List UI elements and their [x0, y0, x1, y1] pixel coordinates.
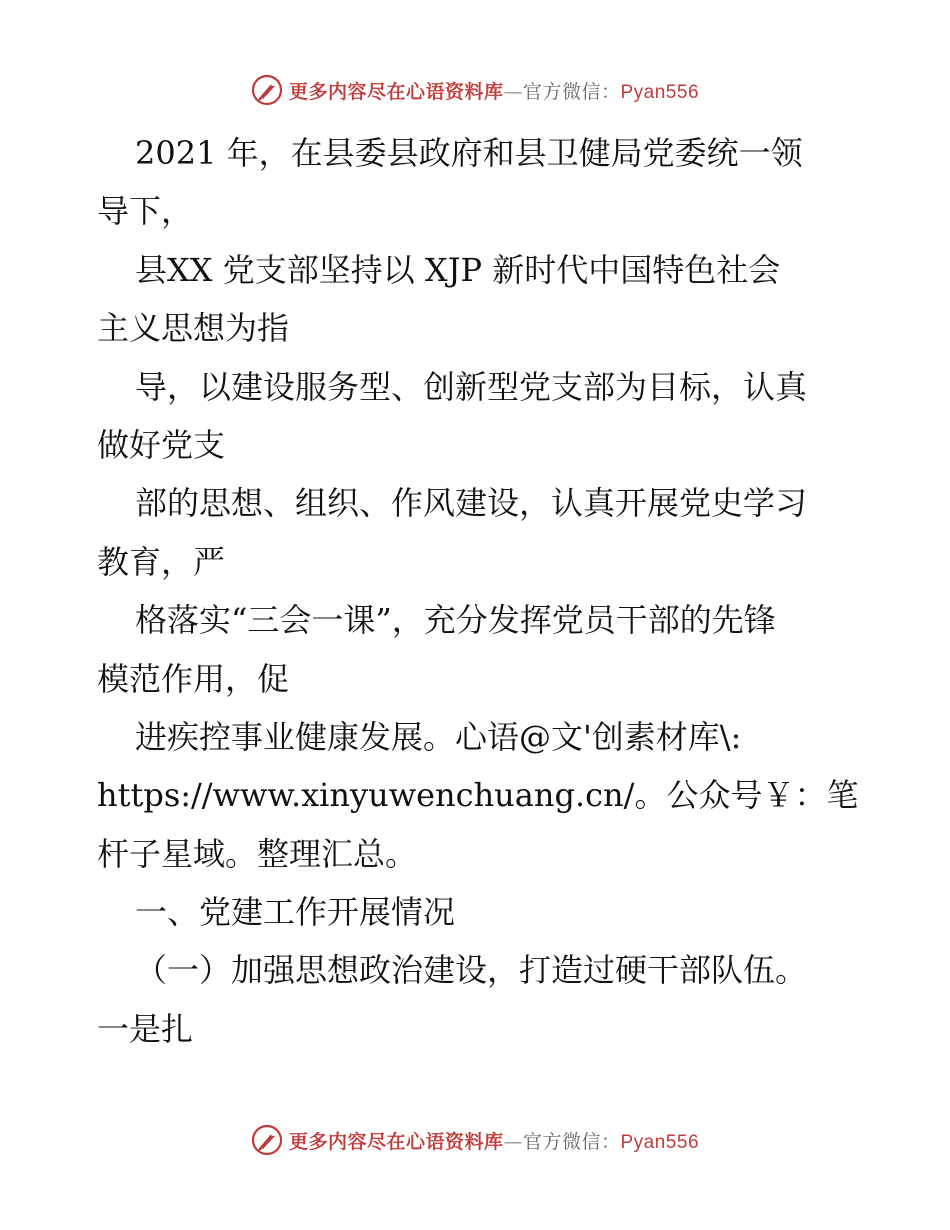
- footer-separator: —: [503, 1130, 523, 1153]
- text-line: 县XX 党支部坚持以 XJP 新时代中国特色社会: [135, 250, 781, 289]
- header-separator: —: [503, 80, 523, 103]
- footer-brand-text: 更多内容尽在心语资料库: [288, 1130, 504, 1153]
- header-wechat-label: 官方微信：: [522, 80, 621, 103]
- footer-wechat-label: 官方微信：: [522, 1130, 621, 1153]
- text-line: 做好党支: [97, 425, 226, 464]
- header-brand-text: 更多内容尽在心语资料库: [288, 80, 504, 103]
- section-heading: 一、党建工作开展情况: [135, 893, 456, 932]
- header-banner-text: [289, 77, 699, 104]
- text-line: 主义思想为指: [97, 309, 290, 348]
- text-line: 2021 年，在县委县政府和县卫健局党委统一领: [135, 134, 803, 172]
- quill-logo-icon: [251, 74, 283, 106]
- text-line: https://www.xinyuwenchuang.cn/。公众号￥：笔: [97, 776, 859, 815]
- document-body: [97, 124, 857, 1058]
- header-wechat-id: Pyan556: [620, 81, 700, 103]
- quill-logo-icon: [251, 1124, 283, 1156]
- header-banner: [0, 70, 950, 110]
- text-line: 教育，严: [97, 542, 226, 581]
- text-line: 进疾控事业健康发展。心语@文'创素材库\:: [135, 717, 742, 756]
- footer-wechat-id: Pyan556: [620, 1131, 700, 1153]
- text-line: 模范作用，促: [97, 659, 290, 698]
- footer-banner: [0, 1120, 950, 1160]
- text-line: 导下，: [97, 192, 194, 231]
- text-line: 导，以建设服务型、创新型党支部为目标，认真: [135, 367, 808, 406]
- text-line: 一是扎: [97, 1009, 194, 1048]
- text-line: 部的思想、组织、作风建设，认真开展党史学习: [135, 484, 808, 523]
- text-line: 杆子星域。整理汇总。: [97, 834, 418, 873]
- text-line: 格落实“三会一课”，充分发挥党员干部的先锋: [135, 601, 776, 640]
- footer-banner-text: [289, 1127, 699, 1154]
- subsection-heading: （一）加强思想政治建设，打造过硬干部队伍。: [135, 951, 808, 990]
